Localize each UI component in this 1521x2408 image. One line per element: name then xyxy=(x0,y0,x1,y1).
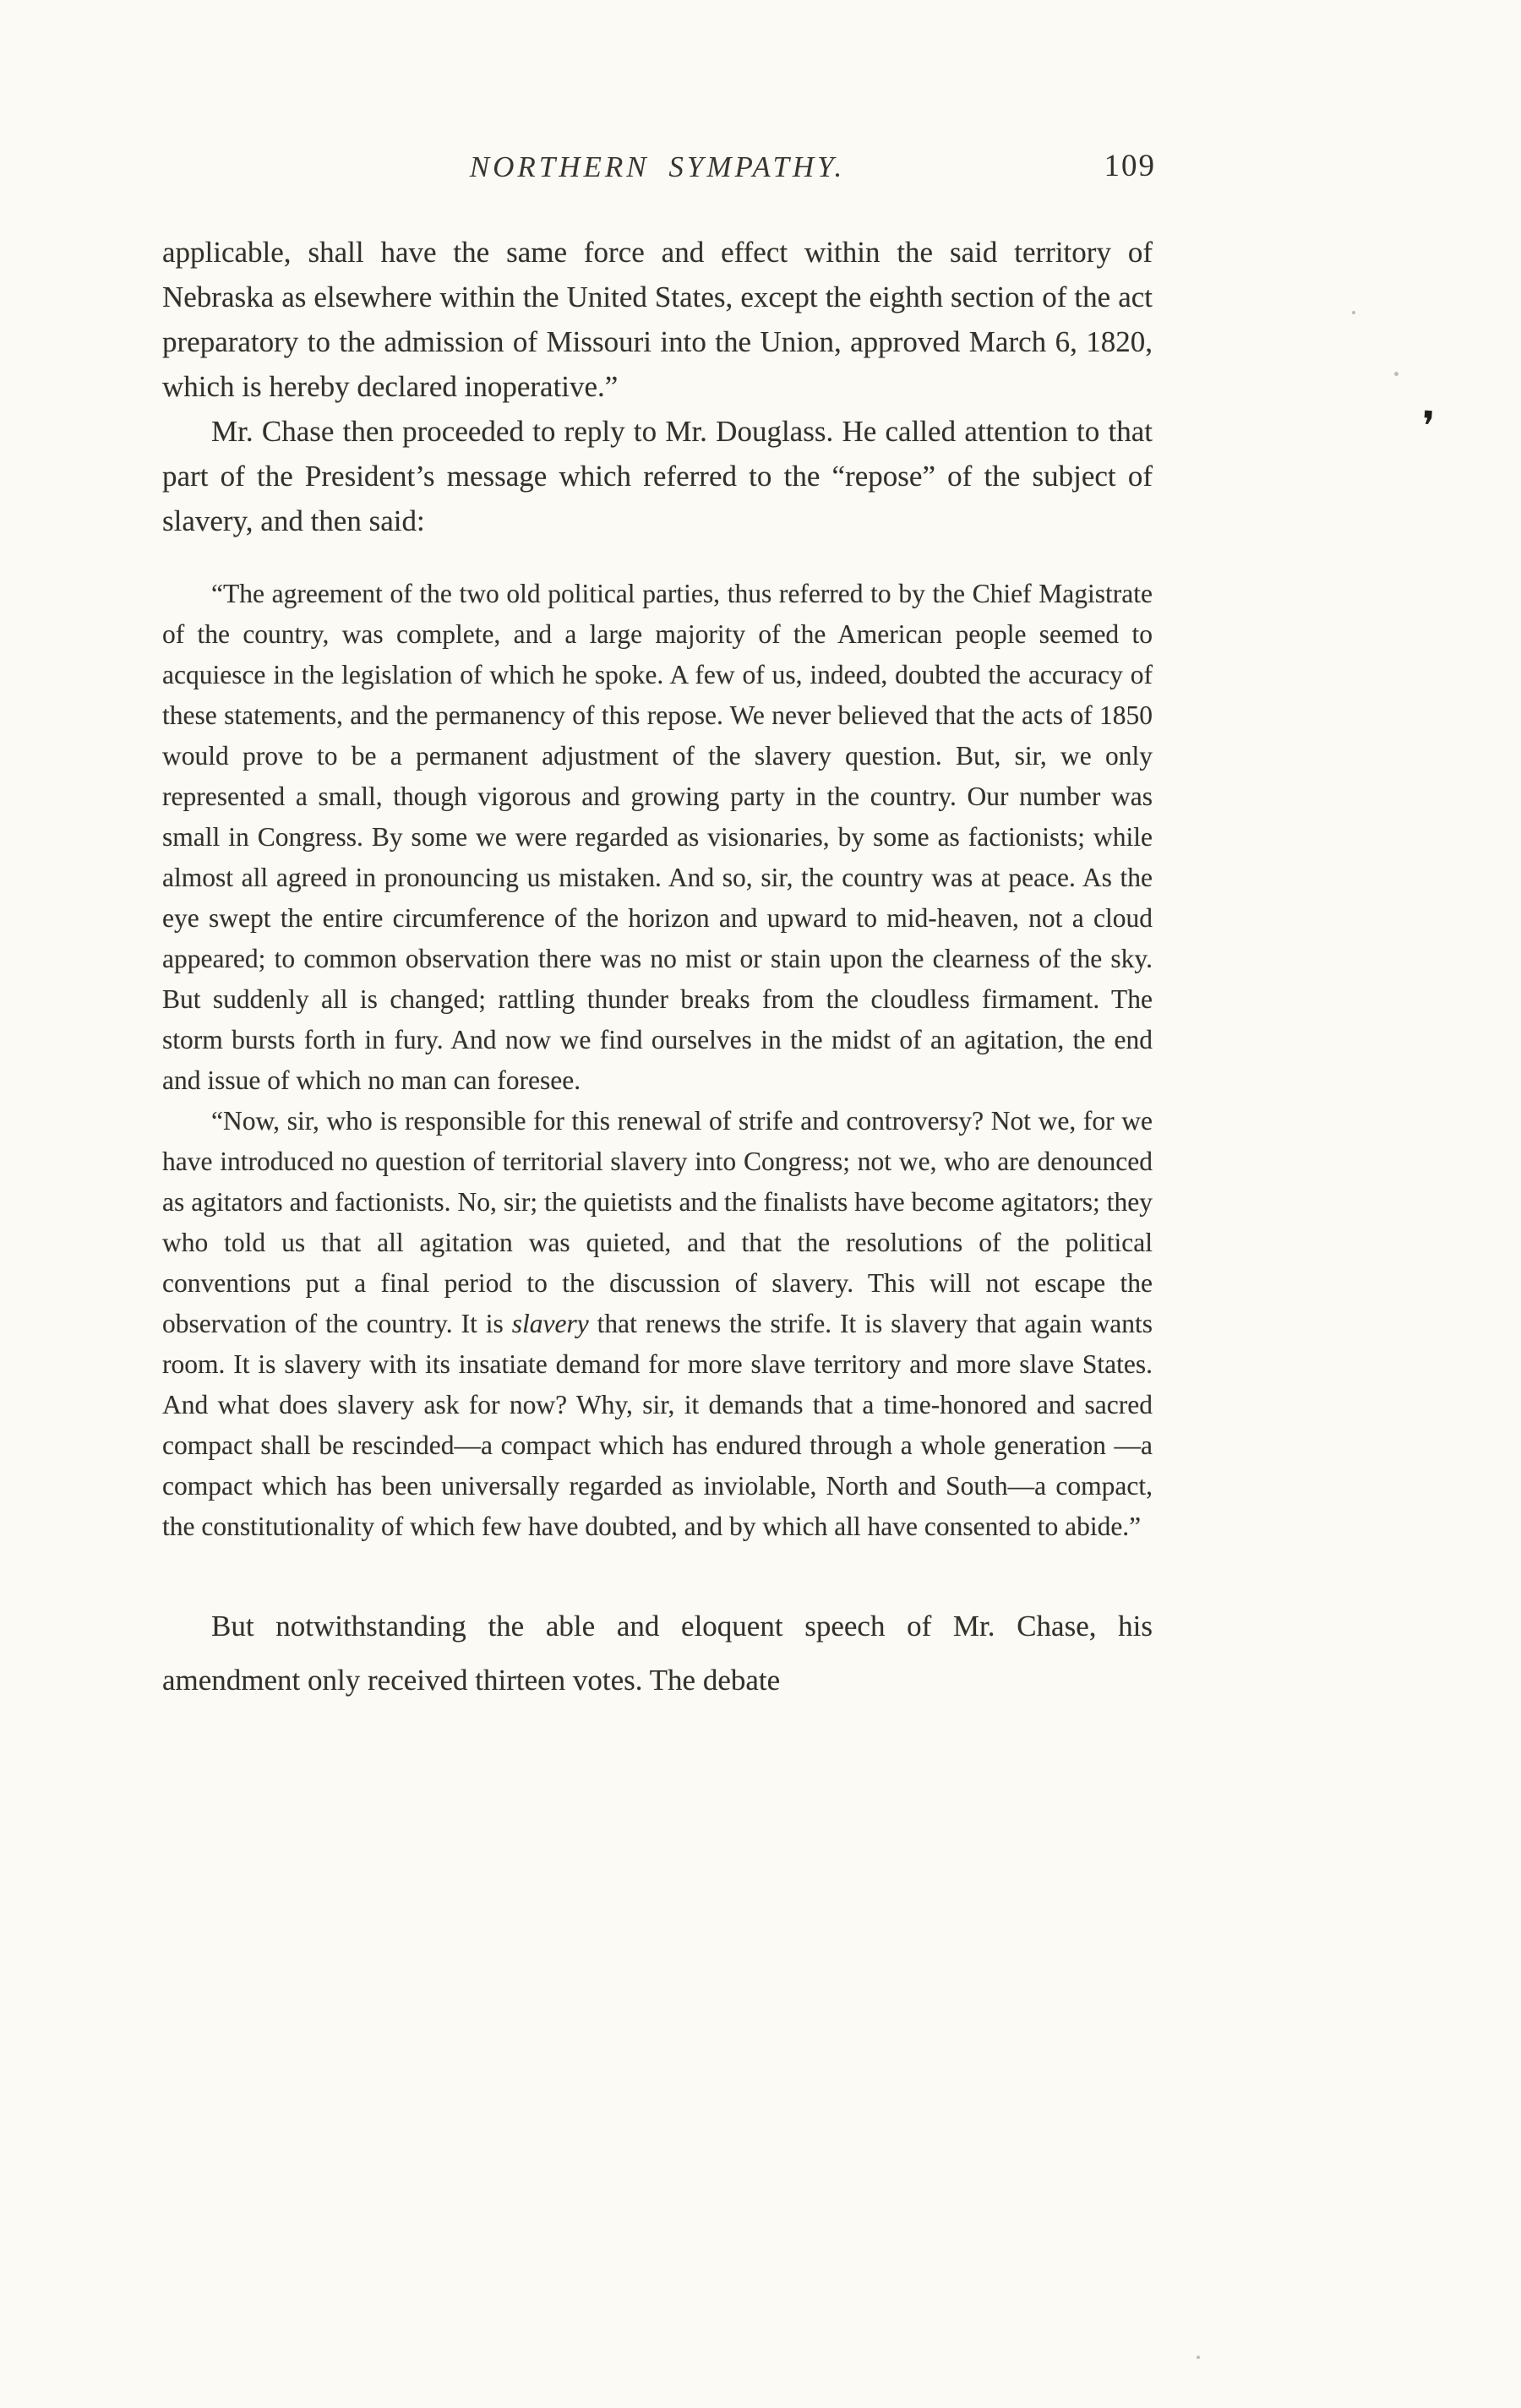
italic-text-segment: slavery xyxy=(511,1309,589,1338)
scan-speck xyxy=(1352,311,1355,314)
quote-paragraph-2 xyxy=(162,1101,1153,1547)
running-header-title: NORTHERN SYMPATHY. xyxy=(469,150,846,183)
paragraph-continuation xyxy=(162,230,1153,409)
text-segment: that renews the strife. It is slavery that again wants room. It is slavery with its insatiate demand for more slave territory and more slave States. And what does slavery ask for now? Why, sir, it demands that a time-honored and sacred compact shall be rescinded—a compact which has endured through a whole generation —a compact which has been universally regarded as inviolable, North and South—a compact, the constitutionality of which few have doubted, and by which all have consented to abide.” xyxy=(162,1309,1153,1541)
paragraph-closing xyxy=(162,1599,1153,1708)
quote-paragraph-1 xyxy=(162,574,1153,1101)
text-segment: Mr. Chase then proceeded to reply to Mr. Douglass. He called attention to that part of the President’s message which referred to the “repose” of the subject of slavery, and then said: xyxy=(162,415,1153,537)
running-header xyxy=(162,149,1156,194)
text-block xyxy=(162,230,1153,1708)
text-segment: “The agreement of the two old political parties, thus referred to by the Chief Magistrate of the country, was complete, and a large majority of the American people seemed to acquiesce in the legislation of which he spoke. A few of us, indeed, doubted the accuracy of these statements, and the permanency of this repose. We never believed that the acts of 1850 would prove to be a permanent adjustment of the slavery question. But, sir, we only represented a small, though vigorous and growing party in the country. Our number was small in Congress. By some we were regarded as visionaries, by some as factionists; while almost all agreed in pronouncing us mistaken. And so, sir, the country was at peace. As the eye swept the entire circumference of the horizon and upward to mid-heaven, not a cloud appeared; to common observation there was no mist or stain upon the clearness of the sky. But suddenly all is changed; rattling thunder breaks from the cloudless firmament. The storm bursts forth in fury. And now we find ourselves in the midst of an agitation, the end and issue of which no man can foresee. xyxy=(162,579,1153,1095)
paragraph-narrative xyxy=(162,409,1153,543)
scan-speck xyxy=(1394,372,1398,376)
text-segment: But notwithstanding the able and eloquent speech of Mr. Chase, his amendment only received thirteen votes. The debate xyxy=(162,1610,1153,1697)
speech-quotation-block xyxy=(162,574,1153,1547)
closing-text xyxy=(162,1599,1153,1708)
page-content xyxy=(162,149,1156,1708)
ink-mark-artifact: ❜ xyxy=(1420,404,1436,450)
page-number: 109 xyxy=(1104,149,1156,183)
text-segment: “Now, sir, who is responsible for this renewal of strife and controversy? Not we, for we have introduced no question of territorial slavery into Congress; not we, who are denounced as agitators and factionists. No, sir; the quietists and the finalists have become agitators; they who told us that all agitation was quieted, and that the resolutions of the political conventions put a final period to the discussion of slavery. This will not escape the observation of the country. It is xyxy=(162,1106,1153,1338)
text-segment: applicable, shall have the same force and effect within the said territory of Nebraska as elsewhere within the United States, except the eighth section of the act preparatory to the admission of Missouri into the Union, approved March 6, 1820, which is hereby declared inoperative.” xyxy=(162,236,1153,403)
scan-speck xyxy=(1197,2356,1200,2359)
